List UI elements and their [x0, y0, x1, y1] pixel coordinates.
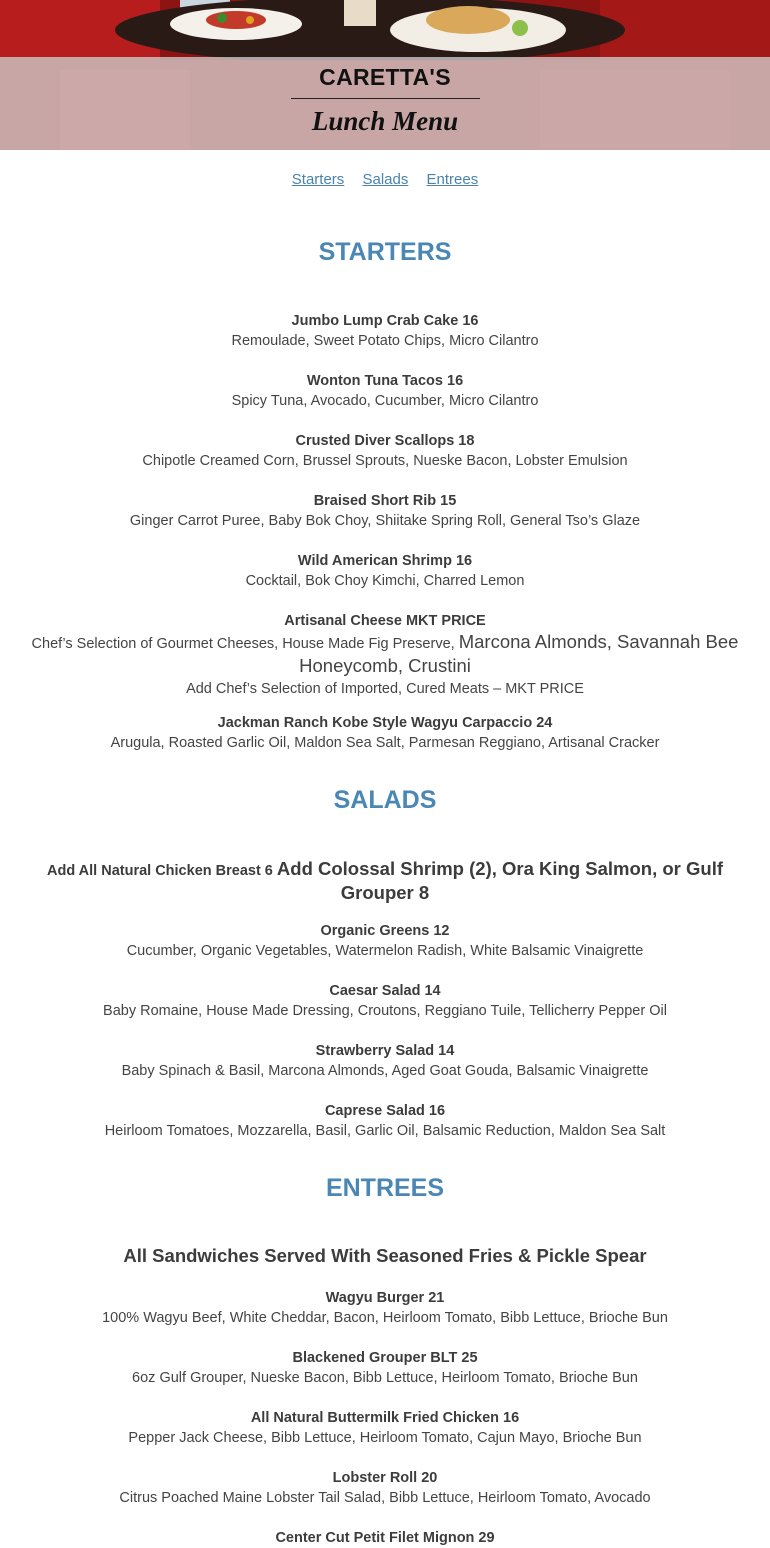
item-name: Crusted Diver Scallops 18: [295, 433, 475, 449]
item-name: Artisanal Cheese MKT PRICE: [284, 613, 486, 629]
menu-item: [0, 551, 770, 591]
item-name: Lobster Roll 20: [332, 1470, 438, 1486]
menu-subtitle: Lunch Menu: [311, 106, 459, 136]
section-title-salads: SALADS: [333, 786, 437, 814]
menu-item: [0, 1468, 770, 1508]
item-description: Ginger Carrot Puree, Baby Bok Choy, Shiitake Spring Roll, General Tso’s Glaze: [129, 513, 641, 529]
menu-item: [0, 371, 770, 411]
item-description: Spicy Tuna, Avocado, Cucumber, Micro Cilantro: [231, 393, 539, 409]
item-description: Baby Romaine, House Made Dressing, Croutons, Reggiano Tuile, Tellicherry Pepper Oil: [103, 1003, 667, 1019]
menu-item: [0, 1528, 770, 1548]
item-description-highlight: Marcona Almonds, Savannah Bee Honeycomb, Crustini: [299, 631, 739, 676]
menu-item: [0, 1408, 770, 1448]
item-name: Jackman Ranch Kobe Style Wagyu Carpaccio 24: [217, 715, 553, 731]
addon-seafood: Add Colossal Shrimp (2), Ora King Salmon, or Gulf Grouper 8: [276, 858, 724, 903]
item-description: Remoulade, Sweet Potato Chips, Micro Cilantro: [231, 333, 539, 349]
item-description: 6oz Gulf Grouper, Nueske Bacon, Bibb Lettuce, Heirloom Tomato, Brioche Bun: [132, 1370, 638, 1386]
section-nav: [0, 171, 770, 188]
item-description: Chipotle Creamed Corn, Brussel Sprouts, Nueske Bacon, Lobster Emulsion: [142, 453, 628, 469]
menu-item: [20, 611, 750, 700]
item-description: [20, 631, 750, 679]
menu-item: [0, 491, 770, 531]
nav-link-salads[interactable]: Salads: [362, 171, 409, 188]
section-title-starters: STARTERS: [318, 238, 452, 266]
item-name: Jumbo Lump Crab Cake 16: [291, 313, 479, 329]
title-divider: [291, 98, 480, 99]
item-name: Wild American Shrimp 16: [297, 553, 473, 569]
item-description: 100% Wagyu Beef, White Cheddar, Bacon, Heirloom Tomato, Bibb Lettuce, Brioche Bun: [102, 1310, 668, 1326]
hero-banner: [0, 0, 770, 150]
item-name: Braised Short Rib 15: [313, 493, 457, 509]
item-name: Wonton Tuna Tacos 16: [306, 373, 464, 389]
item-name: Blackened Grouper BLT 25: [292, 1350, 478, 1366]
item-description: Baby Spinach & Basil, Marcona Almonds, Aged Goat Gouda, Balsamic Vinaigrette: [121, 1063, 649, 1079]
menu-item: [0, 1041, 770, 1081]
item-description: Citrus Poached Maine Lobster Tail Salad, Bibb Lettuce, Heirloom Tomato, Avocado: [119, 1490, 651, 1506]
menu-item: [0, 1101, 770, 1141]
menu-item: [0, 981, 770, 1021]
item-description-part: Chef’s Selection of Gourmet Cheeses, House Made Fig Preserve,: [31, 636, 459, 652]
salad-addons: [20, 858, 750, 905]
menu-item: [0, 921, 770, 961]
item-addon: Add Chef’s Selection of Imported, Cured Meats – MKT PRICE: [186, 681, 584, 697]
addon-chicken: Add All Natural Chicken Breast 6: [46, 863, 277, 879]
menu-item: [0, 431, 770, 471]
nav-link-entrees[interactable]: Entrees: [426, 171, 479, 188]
sandwich-note: All Sandwiches Served With Seasoned Fries & Pickle Spear: [123, 1245, 647, 1266]
item-description: Pepper Jack Cheese, Bibb Lettuce, Heirloom Tomato, Cajun Mayo, Brioche Bun: [128, 1430, 642, 1446]
item-name: Caesar Salad 14: [329, 983, 441, 999]
item-name: Strawberry Salad 14: [315, 1043, 455, 1059]
item-description: Cocktail, Bok Choy Kimchi, Charred Lemon: [245, 573, 525, 589]
menu-item: [0, 713, 770, 753]
section-title-entrees: ENTREES: [325, 1174, 445, 1202]
item-description: Cucumber, Organic Vegetables, Watermelon Radish, White Balsamic Vinaigrette: [126, 943, 644, 959]
item-name: Caprese Salad 16: [324, 1103, 446, 1119]
item-name: Center Cut Petit Filet Mignon 29: [275, 1530, 495, 1546]
item-name: Organic Greens 12: [320, 923, 450, 939]
item-name: All Natural Buttermilk Fried Chicken 16: [250, 1410, 520, 1426]
menu-item: [0, 1288, 770, 1328]
restaurant-name: CARETTA'S: [319, 64, 451, 90]
item-name: Wagyu Burger 21: [325, 1290, 445, 1306]
item-description: Heirloom Tomatoes, Mozzarella, Basil, Garlic Oil, Balsamic Reduction, Maldon Sea Salt: [104, 1123, 666, 1139]
item-description: Arugula, Roasted Garlic Oil, Maldon Sea Salt, Parmesan Reggiano, Artisanal Cracker: [110, 735, 660, 751]
nav-link-starters[interactable]: Starters: [291, 171, 345, 188]
menu-item: [0, 311, 770, 351]
menu-item: [0, 1348, 770, 1388]
